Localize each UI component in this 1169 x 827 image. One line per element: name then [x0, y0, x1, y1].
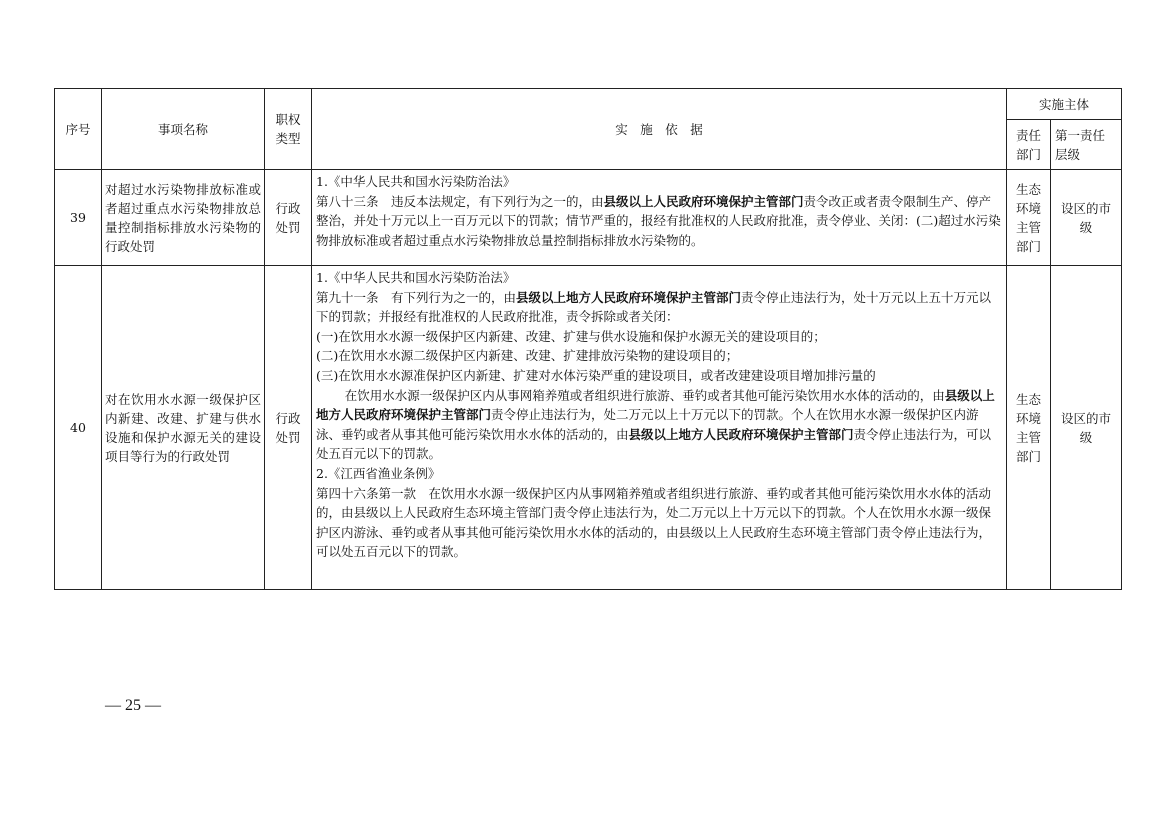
header-row-1 [55, 89, 1122, 120]
header-name: 事项名称 [102, 89, 265, 170]
header-level-line1: 第一责任 [1055, 127, 1106, 143]
basis-article [316, 386, 1002, 464]
level-line: 级 [1079, 219, 1093, 235]
basis-authority: 县级以上地方人民政府环境保护主管部门 [316, 387, 995, 423]
basis-text: 责令停止违法行为，处十万元以上五十万元以下的罚款；并报经有批准权的人民政府批准，责令拆除或者关闭： [316, 289, 992, 325]
level-line: 级 [1079, 429, 1093, 445]
level-line: 设区的市 [1061, 200, 1112, 216]
row-type-line1: 行政 [275, 410, 301, 426]
header-level [1051, 120, 1122, 170]
basis-item: (一)在饮用水水源一级保护区内新建、改建、扩建与供水设施和保护水源无关的建设项目的； [316, 328, 826, 344]
row-type [265, 266, 312, 590]
basis-text: 第九十一条 有下列行为之一的，由 [316, 289, 517, 305]
dept-line: 生态 [1015, 391, 1041, 407]
basis-text: 责令改正或者责令限制生产、停产整治，并处十万元以上一百万元以下的罚款；情节严重的，报经有批准权的人民政府批准，责令停业、关闭：(二)超过水污染物排放标准或者超过重点水污染物排放总量控制指标排放水污染物的。 [316, 193, 1001, 248]
basis-text: 责令停止违法行为，处二万元以上十万元以下的罚款。个人在饮用水水源一级保护区内游泳、垂钓或者从事其他可能污染饮用水水体的活动的，由 [316, 407, 979, 442]
row-dept [1007, 266, 1051, 590]
row-basis [312, 266, 1007, 590]
header-dept [1007, 120, 1051, 170]
table-row [55, 170, 1122, 266]
basis-text: 第八十三条 违反本法规定，有下列行为之一的，由 [316, 193, 604, 209]
row-level [1051, 266, 1122, 590]
table-row [55, 266, 1122, 590]
header-type-line1: 职权 [275, 112, 301, 127]
dept-line: 主管 [1015, 429, 1041, 445]
row-type-line1: 行政 [275, 200, 301, 216]
basis-item: (三)在饮用水水源准保护区内新建、扩建对水体污染严重的建设项目，或者改建建设项目增加排污量的 [316, 367, 876, 383]
header-seq: 序号 [55, 89, 102, 170]
basis-law-title: 1.《中华人民共和国水污染防治法》 [316, 174, 516, 189]
dept-line: 部门 [1015, 238, 1041, 254]
row-type-line2: 处罚 [275, 219, 301, 235]
header-basis: 实 施 依 据 [312, 89, 1007, 170]
basis-authority: 县级以上地方人民政府环境保护主管部门 [516, 289, 742, 305]
basis-article: 第四十六条第一款 在饮用水水源一级保护区内从事网箱养殖或者组织进行旅游、垂钓或者其他可能污染饮用水水体的活动的，由县级以上人民政府生态环境主管部门责令停止违法行为，处二万元以上十万元以下的罚款。个人在饮用水水源一级保护区内游泳、垂钓或者从事其他可能污染饮用水水体的活动的，由县级以上人民政府生态环境主管部门责令停止违法行为，可以处五百元以下的罚款。 [316, 485, 992, 560]
row-level [1051, 170, 1122, 266]
dept-line: 主管 [1015, 219, 1041, 235]
dept-line: 环境 [1015, 200, 1041, 216]
page-number: — 25 — [105, 697, 161, 714]
header-type [265, 89, 312, 170]
header-type-line2: 类型 [275, 131, 301, 146]
header-dept-line1: 责任 [1015, 127, 1041, 143]
row-seq: 40 [55, 266, 102, 590]
header-level-line2: 层级 [1055, 146, 1081, 162]
dept-line: 部门 [1015, 448, 1041, 464]
basis-article [316, 192, 1002, 251]
header-impl: 实施主体 [1007, 89, 1122, 120]
dept-line: 生态 [1015, 181, 1041, 197]
basis-law-title: 1.《中华人民共和国水污染防治法》 [316, 270, 516, 285]
basis-text: 责令停止违法行为，可以处五百元以下的罚款。 [316, 426, 992, 462]
level-line: 设区的市 [1061, 410, 1112, 426]
enforcement-table [54, 88, 1122, 590]
dept-line: 环境 [1015, 410, 1041, 426]
row-basis [312, 170, 1007, 266]
row-name: 对超过水污染物排放标准或者超过重点水污染物排放总量控制指标排放水污染物的行政处罚 [102, 170, 265, 266]
row-dept [1007, 170, 1051, 266]
basis-authority: 县级以上地方人民政府环境保护主管部门 [628, 426, 854, 442]
row-name: 对在饮用水水源一级保护区内新建、改建、扩建与供水设施和保护水源无关的建设项目等行为的行政处罚 [102, 266, 265, 590]
header-dept-line2: 部门 [1015, 146, 1041, 162]
row-type [265, 170, 312, 266]
row-type-line2: 处罚 [275, 429, 301, 445]
basis-text: 在饮用水水源一级保护区内从事网箱养殖或者组织进行旅游、垂钓或者其他可能污染饮用水水体的活动的，由 [344, 387, 945, 403]
basis-law-title: 2.《江西省渔业条例》 [316, 465, 441, 481]
basis-item: (二)在饮用水水源二级保护区内新建、改建、扩建排放污染物的建设项目的； [316, 348, 739, 364]
basis-authority: 县级以上人民政府环境保护主管部门 [603, 193, 804, 209]
row-seq: 39 [55, 170, 102, 266]
basis-article [316, 288, 1002, 327]
